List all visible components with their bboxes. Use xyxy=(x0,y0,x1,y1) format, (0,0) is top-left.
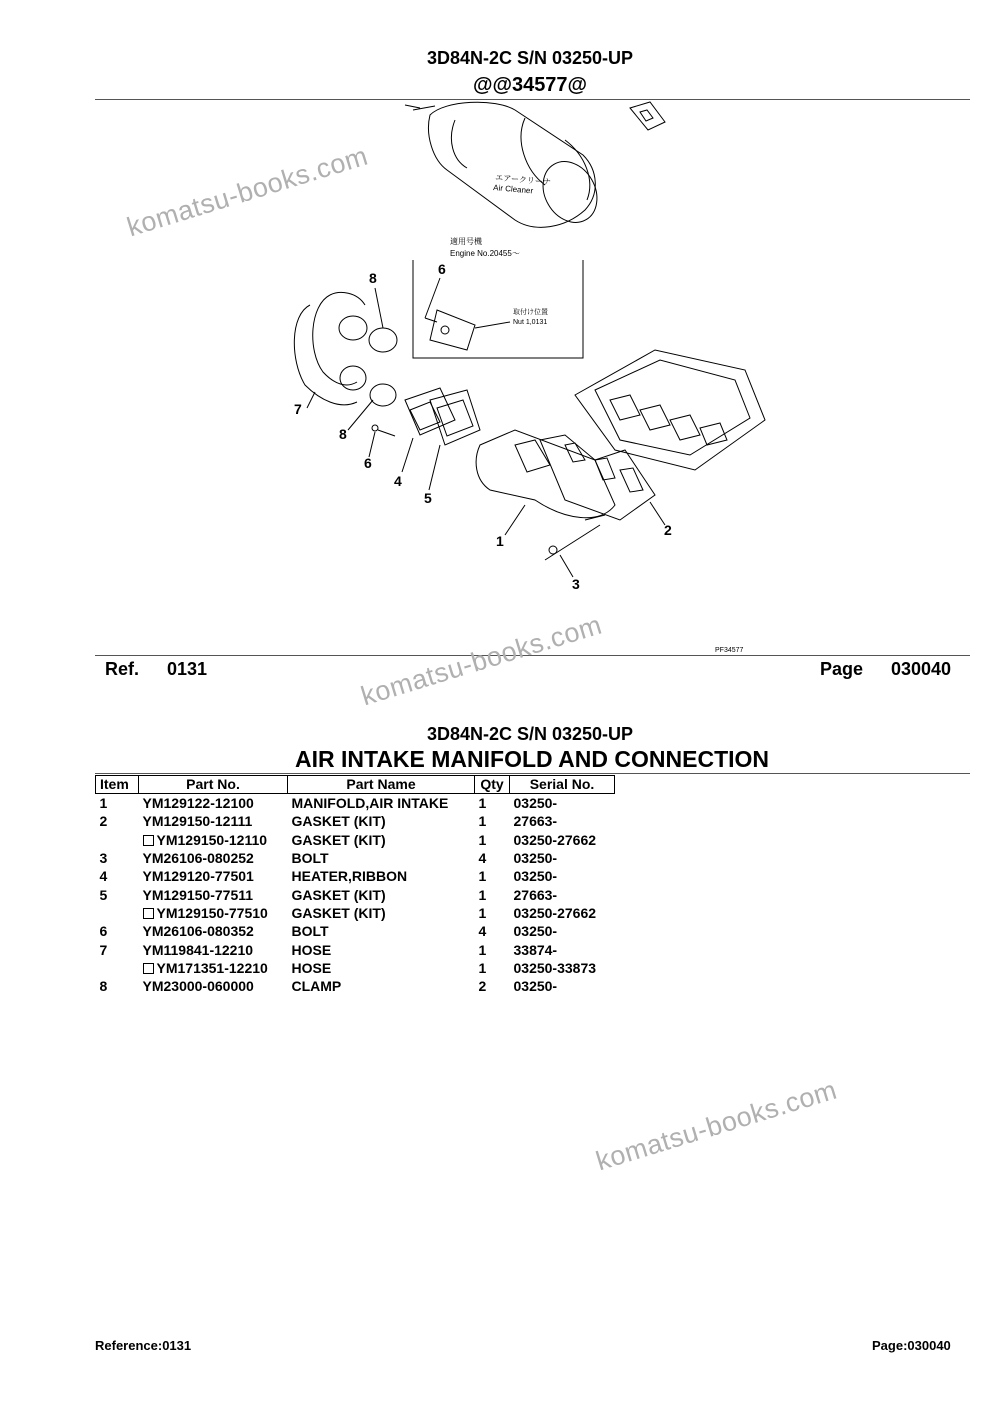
cell-serial: 03250- xyxy=(513,850,558,867)
cell-part-no: YM119841-12210 xyxy=(142,941,254,958)
cell-item: 3 xyxy=(99,850,108,867)
cell-serial: 27663- xyxy=(513,813,558,830)
cell-item: 4 xyxy=(99,868,108,885)
cell-part-name: HOSE xyxy=(291,941,332,958)
ref-value: 0131 xyxy=(167,659,208,679)
callout-1: 1 xyxy=(496,533,504,549)
watermark-middle: komatsu-books.com xyxy=(357,609,606,712)
cell-part-name: GASKET (KIT) xyxy=(291,813,386,830)
cell-serial: 03250- xyxy=(513,923,558,940)
cell-serial: 03250-27662 xyxy=(513,904,597,921)
cell-item: 6 xyxy=(99,923,108,940)
table-row xyxy=(96,812,615,830)
cell-qty: 1 xyxy=(478,795,487,812)
cell-part-name: MANIFOLD,AIR INTAKE xyxy=(291,795,449,812)
page-value: 030040 xyxy=(891,659,952,679)
cell-item xyxy=(96,904,139,922)
callout-3: 3 xyxy=(572,576,580,592)
col-header-part-name: Part Name xyxy=(288,776,475,794)
part-number-text: YM129150-12110 xyxy=(156,831,268,848)
air-cleaner-drawing xyxy=(405,102,608,232)
engine-block-drawing xyxy=(575,350,765,470)
col-header-part-no: Part No. xyxy=(139,776,288,794)
cell-qty: 1 xyxy=(478,831,487,848)
inset-note-en: Nut 1,0131 xyxy=(513,319,548,326)
parts-rule xyxy=(95,773,970,774)
cell-item xyxy=(96,959,139,977)
clamp-drawing xyxy=(369,328,397,406)
alternate-checkbox-icon xyxy=(143,963,154,974)
callout-5: 5 xyxy=(424,490,432,506)
cell-serial: 03250-33873 xyxy=(513,959,597,976)
cell-qty: 2 xyxy=(478,978,487,995)
cell-qty: 1 xyxy=(478,868,487,885)
callout-6-lower: 6 xyxy=(364,455,372,471)
footer-page: Page:030040 xyxy=(872,1338,951,1353)
table-row xyxy=(96,940,615,958)
ref-label: Ref. xyxy=(105,659,140,679)
callout-4: 4 xyxy=(394,473,402,489)
footer-reference: Reference:0131 xyxy=(95,1338,192,1353)
table-row xyxy=(96,885,615,903)
cell-part-name: GASKET (KIT) xyxy=(291,831,386,848)
col-header-qty: Qty xyxy=(475,776,510,794)
cell-part-name: GASKET (KIT) xyxy=(291,904,386,921)
table-row xyxy=(96,849,615,867)
cell-part-no: YM129150-77511 xyxy=(142,886,254,903)
cell-part-no: YM26106-080252 xyxy=(142,850,254,867)
col-header-serial: Serial No. xyxy=(510,776,615,794)
cell-part-no: YM23000-060000 xyxy=(142,978,254,995)
table-row xyxy=(96,977,615,995)
cell-item: 7 xyxy=(99,941,108,958)
cell-qty: 1 xyxy=(478,813,487,830)
table-row xyxy=(96,904,615,922)
air-cleaner-label-jp: エアークリーナ xyxy=(494,173,552,187)
inset-note-jp: 取付け位置 xyxy=(513,309,548,316)
code-heading: @@34577@ xyxy=(472,74,588,96)
bracket-drawing xyxy=(630,102,665,130)
callout-6-top: 6 xyxy=(438,261,446,277)
alternate-checkbox-icon xyxy=(143,835,154,846)
watermark-top: komatsu-books.com xyxy=(123,140,372,243)
cell-qty: 1 xyxy=(478,959,487,976)
alternate-checkbox-icon xyxy=(143,908,154,919)
cell-item: 5 xyxy=(99,886,108,903)
cell-serial: 03250- xyxy=(513,868,558,885)
cell-qty: 4 xyxy=(478,850,487,867)
cell-serial: 27663- xyxy=(513,886,558,903)
cell-part-no xyxy=(139,831,288,849)
page-label: Page xyxy=(820,659,864,679)
cell-serial: 03250- xyxy=(513,795,558,812)
cell-part-no: YM129122-12100 xyxy=(142,795,254,812)
cell-part-name: BOLT xyxy=(291,923,329,940)
parts-table-body xyxy=(96,794,615,996)
parts-table xyxy=(95,775,615,995)
cell-part-name: HOSE xyxy=(291,959,332,976)
air-cleaner-label-en: Air Cleaner xyxy=(492,183,534,196)
cell-qty: 1 xyxy=(478,941,487,958)
cell-part-no xyxy=(139,959,288,977)
cell-item xyxy=(96,831,139,849)
part-number-text: YM129150-77510 xyxy=(156,904,268,921)
cell-serial: 33874- xyxy=(513,941,558,958)
cell-serial: 03250- xyxy=(513,978,558,995)
table-row xyxy=(96,794,615,813)
cell-part-no xyxy=(139,904,288,922)
cell-item: 8 xyxy=(99,978,108,995)
cell-item: 2 xyxy=(99,813,108,830)
cell-part-name: GASKET (KIT) xyxy=(291,886,386,903)
table-row xyxy=(96,959,615,977)
figure-code: PF34577 xyxy=(715,647,744,654)
cell-part-name: BOLT xyxy=(291,850,329,867)
cell-qty: 1 xyxy=(478,904,487,921)
model-heading: 3D84N-2C S/N 03250-UP xyxy=(426,48,634,68)
table-row xyxy=(96,867,615,885)
col-header-item: Item xyxy=(96,776,139,794)
parts-title: AIR INTAKE MANIFOLD AND CONNECTION xyxy=(294,746,770,772)
table-header-row xyxy=(96,776,615,794)
cell-part-no: YM129150-12111 xyxy=(142,813,253,830)
cell-part-no: YM26106-080352 xyxy=(142,923,254,940)
cell-part-no: YM129120-77501 xyxy=(142,868,254,885)
callout-2: 2 xyxy=(664,522,672,538)
watermark-bottom: komatsu-books.com xyxy=(592,1074,841,1177)
table-row xyxy=(96,922,615,940)
cell-qty: 4 xyxy=(478,923,487,940)
cell-part-name: HEATER,RIBBON xyxy=(291,868,408,885)
table-row xyxy=(96,831,615,849)
cell-qty: 1 xyxy=(478,886,487,903)
part-number-text: YM171351-12210 xyxy=(156,959,268,976)
heater-drawing xyxy=(372,388,480,445)
callout-7: 7 xyxy=(294,401,302,417)
engine-note-jp: 適用号機 xyxy=(450,237,482,246)
parts-model-heading: 3D84N-2C S/N 03250-UP xyxy=(426,724,634,744)
hose-drawing xyxy=(294,292,367,404)
engine-note-en: Engine No.20455～ xyxy=(450,249,520,258)
cell-serial: 03250-27662 xyxy=(513,831,597,848)
callout-8-top: 8 xyxy=(369,270,377,286)
callout-8-lower: 8 xyxy=(339,426,347,442)
cell-item: 1 xyxy=(99,795,108,812)
leader-lines xyxy=(307,278,665,577)
cell-part-name: CLAMP xyxy=(291,978,342,995)
